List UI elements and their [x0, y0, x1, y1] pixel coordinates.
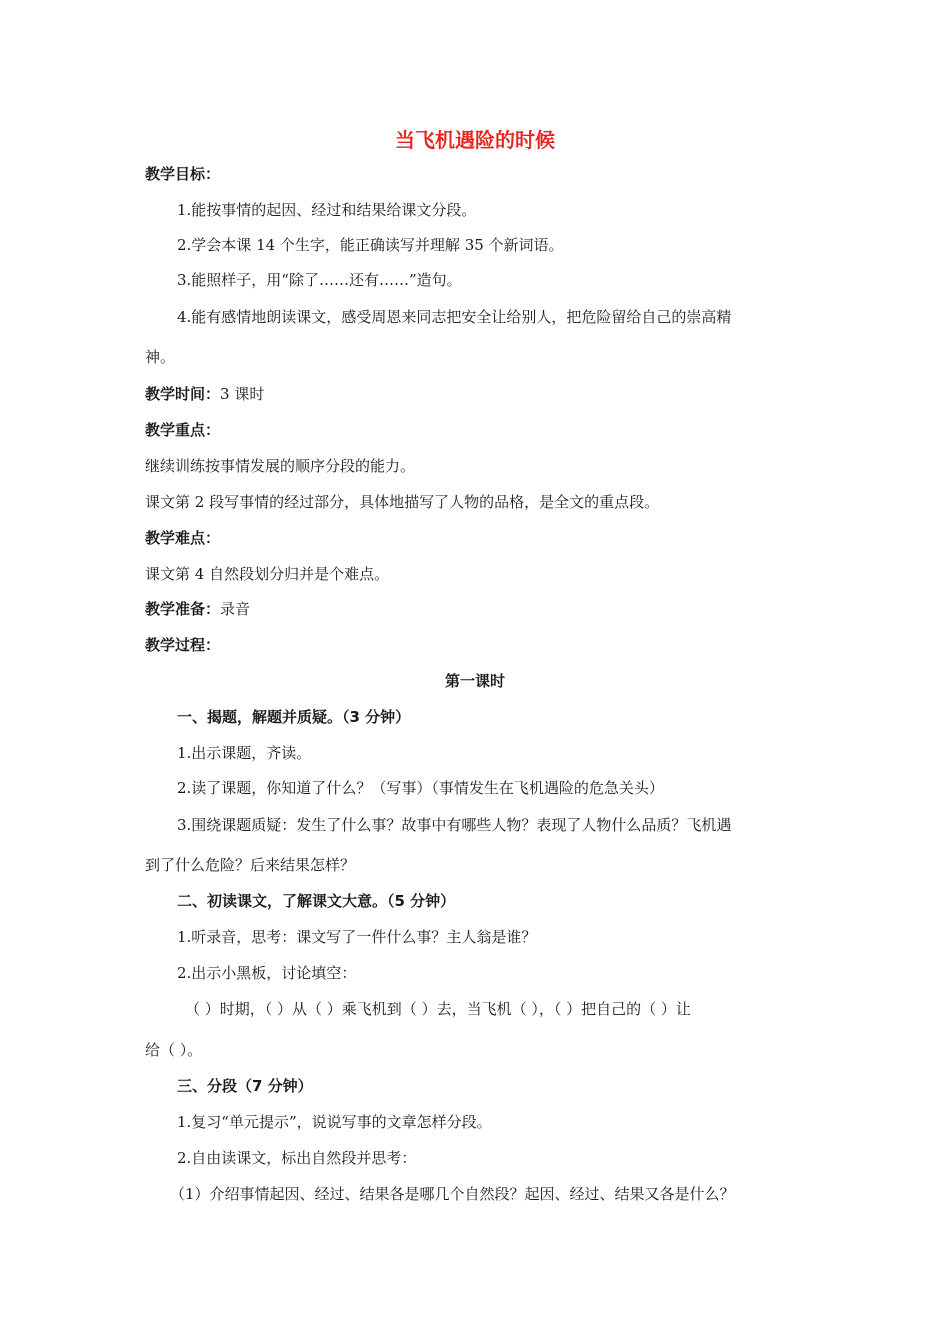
section-item: 2.读了课题，你知道了什么？（写事）（事情发生在飞机遇险的危急关头）	[177, 779, 664, 797]
teaching-time-value: 3 课时	[220, 385, 265, 403]
objective-item: 3.能照样子，用“除了……还有……”造句。	[177, 271, 462, 289]
preparation	[145, 599, 810, 619]
fill-blank-continuation: 给（ ）。	[145, 1041, 203, 1059]
fill-blank-line: （ ）时期，（ ）从（ ）乘飞机到（ ）去，当飞机（ ），（ ）把自己的（ ）让	[185, 1000, 691, 1018]
difficulties-heading: 教学难点：	[145, 529, 221, 547]
objective-item-continuation: 神。	[145, 348, 176, 366]
section-item: 1.复习“单元提示”，说说写事的文章怎样分段。	[177, 1113, 492, 1131]
section-item: 1.听录音，思考：课文写了一件什么事？主人翁是谁？	[177, 928, 537, 946]
section-item: 2.自由读课文，标出自然段并思考：	[177, 1149, 417, 1167]
document-title: 当飞机遇险的时候	[395, 128, 555, 152]
sub-item: （1）介绍事情起因、经过、结果各是哪几个自然段？起因、经过、结果又各是什么？	[170, 1185, 735, 1203]
lesson-title: 第一课时	[444, 672, 505, 690]
key-point-line: 继续训练按事情发展的顺序分段的能力。	[145, 457, 416, 475]
section-item: 3.围绕课题质疑：发生了什么事？故事中有哪些人物？表现了人物什么品质？飞机遇	[177, 816, 732, 834]
section-heading: 三、分段（7 分钟）	[177, 1077, 313, 1095]
difficulty-line: 课文第 4 自然段划分归并是个难点。	[145, 565, 390, 583]
objective-item: 2.学会本课 14 个生字，能正确读写并理解 35 个新词语。	[177, 236, 564, 254]
key-points-heading: 教学重点：	[145, 421, 221, 439]
objective-item: 1.能按事情的起因、经过和结果给课文分段。	[177, 201, 477, 219]
teaching-time	[145, 384, 810, 404]
preparation-value: 录音	[220, 600, 251, 618]
objectives-heading: 教学目标：	[145, 165, 221, 183]
section-item-continuation: 到了什么危险？后来结果怎样？	[145, 856, 356, 874]
teaching-time-label: 教学时间：	[145, 385, 221, 403]
section-heading: 二、初读课文，了解课文大意。（5 分钟）	[177, 892, 456, 910]
process-heading: 教学过程：	[145, 636, 221, 654]
key-point-line: 课文第 2 段写事情的经过部分，具体地描写了人物的品格，是全文的重点段。	[145, 493, 660, 511]
preparation-label: 教学准备：	[145, 600, 221, 618]
objective-item: 4.能有感情地朗读课文，感受周恩来同志把安全让给别人，把危险留给自己的崇高精	[177, 308, 732, 326]
section-heading: 一、揭题，解题并质疑。（3 分钟）	[177, 708, 411, 726]
section-item: 2.出示小黑板，讨论填空：	[177, 964, 357, 982]
section-item: 1.出示课题，齐读。	[177, 744, 312, 762]
